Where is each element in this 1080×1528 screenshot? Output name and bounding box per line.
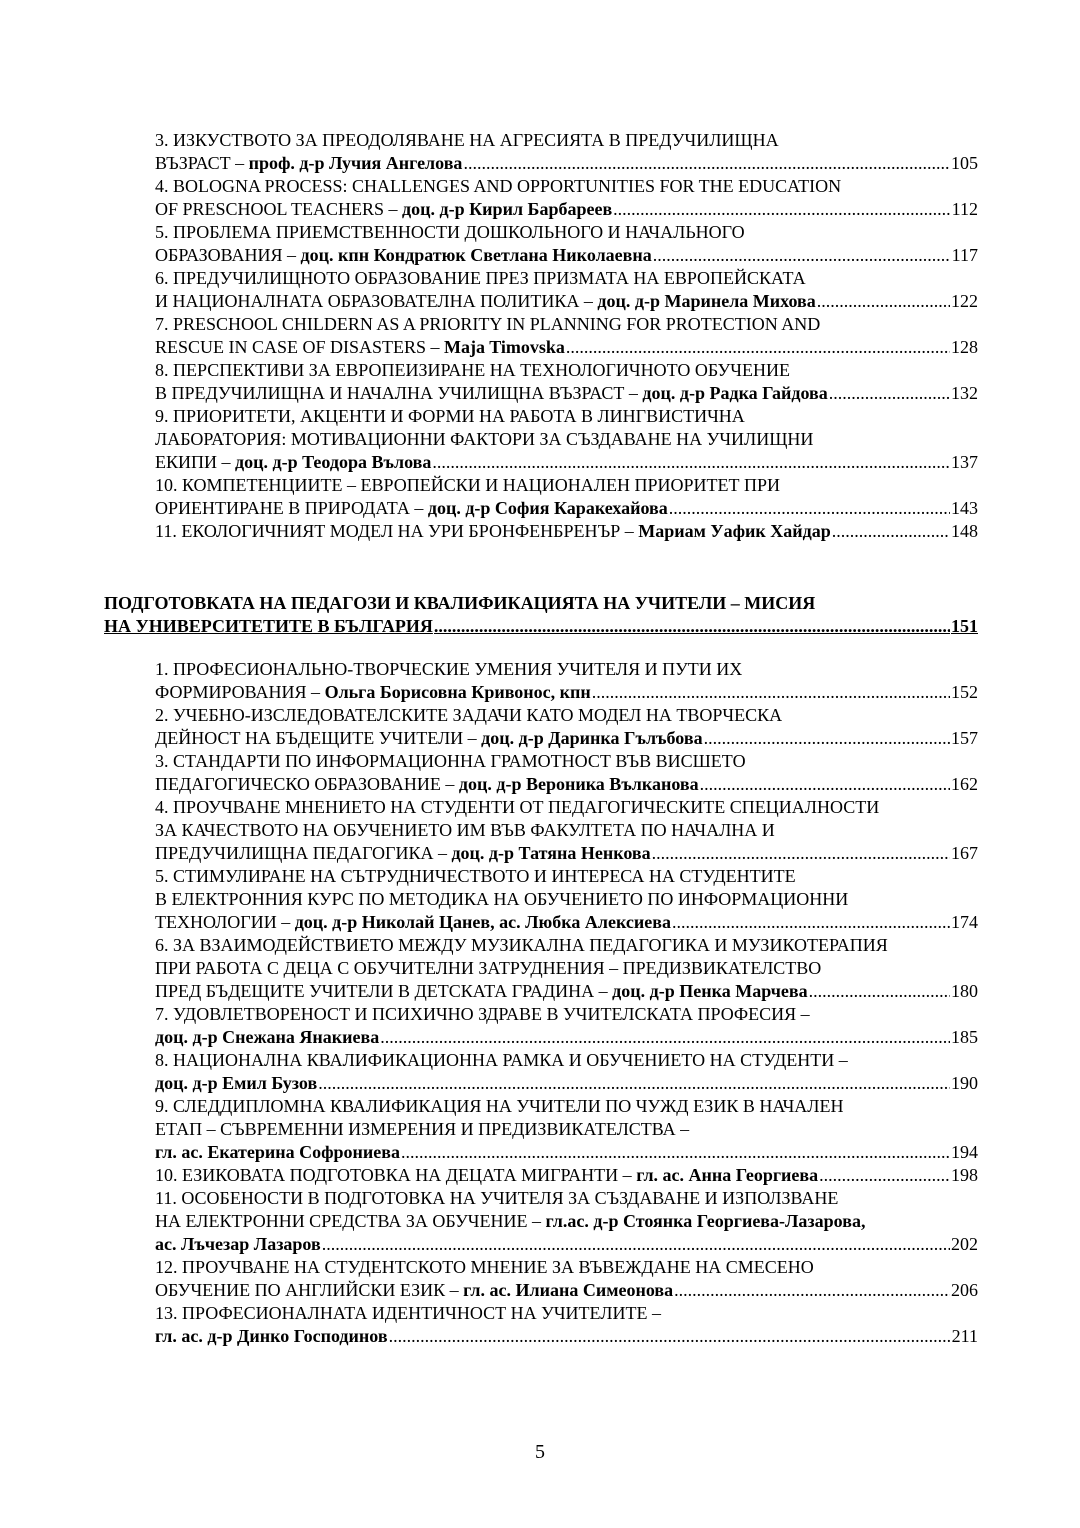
toc-entry-last-line	[155, 1026, 978, 1049]
toc-entry-author: ас. Лъчезар Лазаров	[155, 1234, 321, 1254]
toc-entry-title-text: ДЕЙНОСТ НА БЪДЕЩИТЕ УЧИТЕЛИ – доц. д-р Даринка Гълъбова	[155, 728, 703, 748]
leader-dots	[672, 911, 950, 934]
leader-dots	[832, 520, 950, 543]
toc-entry	[155, 1049, 978, 1095]
toc-entry	[155, 405, 978, 474]
toc-entry-page-number: 122	[951, 291, 978, 311]
toc-entry-title-text: ВЪЗРАСТ – проф. д-р Лучия Ангелова	[155, 153, 463, 173]
toc-entry-page-number: 174	[951, 912, 978, 932]
toc-entry-title-line: ЗА КАЧЕСТВОТО НА ОБУЧЕНИЕТО ИМ ВЪВ ФАКУЛТЕТА ПО НАЧАЛНА И	[155, 820, 775, 840]
toc-entry-title-line: 3. СТАНДАРТИ ПО ИНФОРМАЦИОННА ГРАМОТНОСТ ВЪВ ВИСШЕТО	[155, 751, 746, 771]
leader-dots	[432, 451, 950, 474]
toc-entry-title-text: OF PRESCHOOL TEACHERS – доц. д-р Кирил Барбареев	[155, 199, 613, 219]
toc-entry	[155, 796, 978, 865]
toc-entry-last-line	[155, 773, 978, 796]
leader-dots	[704, 727, 950, 750]
toc-entry-last-line	[155, 1164, 978, 1187]
toc-entry-title-line: 4. ПРОУЧВАНЕ МНЕНИЕТО НА СТУДЕНТИ ОТ ПЕДАГОГИЧЕСКИТЕ СПЕЦИАЛНОСТИ	[155, 797, 880, 817]
toc-entry-last-line	[155, 1141, 978, 1164]
toc-list-part1	[155, 129, 978, 543]
leader-dots	[613, 198, 950, 221]
toc-entry-title-line: 13. ПРОФЕСИОНАЛНАТА ИДЕНТИЧНОСТ НА УЧИТЕЛИТЕ –	[155, 1303, 661, 1323]
toc-entry	[155, 658, 978, 704]
leader-dots	[463, 152, 950, 175]
toc-entry	[155, 1187, 978, 1256]
toc-entry-page-number: 117	[951, 245, 978, 265]
toc-entry-title-line	[155, 1210, 978, 1233]
leader-dots	[389, 1325, 951, 1348]
toc-entry-last-line	[155, 198, 978, 221]
toc-entry-page-number: 211	[951, 1326, 978, 1346]
toc-entry-last-line	[155, 336, 978, 359]
toc-entry-author: доц. д-р Снежана Янакиева	[155, 1027, 380, 1047]
toc-entry-title-text: ЕКИПИ – доц. д-р Теодора Вълова	[155, 452, 432, 472]
toc-entry-title-line: 9. СЛЕДДИПЛОМНА КВАЛИФИКАЦИЯ НА УЧИТЕЛИ ПО ЧУЖД ЕЗИК В НАЧАЛЕН	[155, 1096, 844, 1116]
toc-entry-title-line: 12. ПРОУЧВАНЕ НА СТУДЕНТСКОТО МНЕНИЕ ЗА ВЪВЕЖДАНЕ НА СМЕСЕНО	[155, 1257, 814, 1277]
toc-entry-title-line: ПРИ РАБОТА С ДЕЦА С ОБУЧИТЕЛНИ ЗАТРУДНЕНИЯ – ПРЕДИЗВИКАТЕЛСТВО	[155, 958, 822, 978]
toc-entry-title-text: В ПРЕДУЧИЛИЩНА И НАЧАЛНА УЧИЛИЩНА ВЪЗРАСТ – доц. д-р Радка Гайдова	[155, 383, 828, 403]
toc-entry-author: гл. ас. Илиана Симеонова	[463, 1280, 674, 1300]
toc-entry	[155, 1302, 978, 1348]
toc-entry	[155, 750, 978, 796]
toc-entry-title-text	[155, 1141, 400, 1164]
leader-dots	[829, 382, 950, 405]
toc-entry-title-text	[155, 1072, 317, 1095]
toc-entry-last-line	[155, 1072, 978, 1095]
toc-entry	[155, 520, 978, 543]
toc-entry-title-text: ПЕДАГОГИЧЕСКО ОБРАЗОВАНИЕ – доц. д-р Вероника Вълканова	[155, 774, 699, 794]
toc-entry	[155, 221, 978, 267]
toc-entry-title-line: 10. КОМПЕТЕНЦИИТЕ – ЕВРОПЕЙСКИ И НАЦИОНАЛЕН ПРИОРИТЕТ ПРИ	[155, 475, 780, 495]
toc-entry-title-text: 11. ЕКОЛОГИЧНИЯТ МОДЕЛ НА УРИ БРОНФЕНБРЕНЪР – Мариам Уафик Хайдар	[155, 521, 831, 541]
toc-entry-title-line: 9. ПРИОРИТЕТИ, АКЦЕНТИ И ФОРМИ НА РАБОТА В ЛИНГВИСТИЧНА	[155, 406, 745, 426]
toc-entry-author: доц. д-р София Каракехайова	[427, 498, 668, 518]
toc-entry	[155, 704, 978, 750]
toc-entry	[155, 175, 978, 221]
toc-entry-title-line: 6. ПРЕДУЧИЛИЩНОТО ОБРАЗОВАНИЕ ПРЕЗ ПРИЗМАТА НА ЕВРОПЕЙСКАТА	[155, 268, 806, 288]
toc-entry-last-line	[155, 520, 978, 543]
toc-entry-page-number: 157	[951, 728, 978, 748]
toc-entry-author: доц. д-р Маринела Михова	[597, 291, 816, 311]
toc-entry-author: доц. кпн Кондратюк Светлана Николаевна	[300, 245, 652, 265]
toc-entry-title-line: 6. ЗА ВЗАИМОДЕЙСТВИЕТО МЕЖДУ МУЗИКАЛНА ПЕДАГОГИКА И МУЗИКОТЕРАПИЯ	[155, 935, 888, 955]
toc-entry-title-line: 8. НАЦИОНАЛНА КВАЛИФИКАЦИОННА РАМКА И ОБУЧЕНИЕТО НА СТУДЕНТИ –	[155, 1050, 848, 1070]
toc-entry-title-line: 5. СТИМУЛИРАНЕ НА СЪТРУДНИЧЕСТВОТО И ИНТЕРЕСА НА СТУДЕНТИТЕ	[155, 866, 796, 886]
leader-dots	[566, 336, 950, 359]
toc-entry-title-text: RESCUE IN CASE OF DISASTERS – Maja Timovska	[155, 337, 565, 357]
toc-entry-page-number: 206	[951, 1280, 978, 1300]
toc-entry-title-line: 7. УДОВЛЕТВОРЕНОСТ И ПСИХИЧНО ЗДРАВЕ В УЧИТЕЛСКАТА ПРОФЕСИЯ –	[155, 1004, 810, 1024]
toc-entry-page-number: 180	[951, 981, 978, 1001]
toc-entry-page-number: 137	[951, 452, 978, 472]
toc-entry-title-text: НА ЕЛЕКТРОННИ СРЕДСТВА ЗА ОБУЧЕНИЕ –	[155, 1211, 546, 1231]
toc-entry-author: гл. ас. Екатерина Софрониева	[155, 1142, 400, 1162]
toc-entry-author: доц. д-р Радка Гайдова	[642, 383, 828, 403]
toc-entry	[155, 474, 978, 520]
leader-dots	[819, 1164, 950, 1187]
toc-entry-page-number: 190	[951, 1073, 978, 1093]
toc-entry-author: гл.ас. д-р Стоянка Георгиева-Лазарова,	[545, 1211, 866, 1231]
toc-list-part2	[155, 658, 978, 1348]
toc-entry-title-line: 11. ОСОБЕНОСТИ В ПОДГОТОВКА НА УЧИТЕЛЯ ЗА СЪЗДАВАНЕ И ИЗПОЛЗВАНЕ	[155, 1188, 839, 1208]
toc-entry	[155, 934, 978, 1003]
toc-entry-last-line	[155, 244, 978, 267]
leader-dots	[700, 773, 950, 796]
toc-entry	[155, 359, 978, 405]
toc-entry	[155, 129, 978, 175]
toc-entry-title-text: ПРЕДУЧИЛИЩНА ПЕДАГОГИКА – доц. д-р Татяна Ненкова	[155, 843, 651, 863]
toc-entry-last-line	[155, 451, 978, 474]
toc-entry-page-number: 152	[951, 682, 978, 702]
page-number: 5	[535, 1441, 545, 1463]
toc-entry-title-line: ЛАБОРАТОРИЯ: МОТИВАЦИОННИ ФАКТОРИ ЗА СЪЗДАВАНЕ НА УЧИЛИЩНИ	[155, 429, 814, 449]
toc-entry-last-line	[155, 1279, 978, 1302]
toc-entry	[155, 313, 978, 359]
toc-entry-page-number: 105	[951, 153, 978, 173]
leader-dots	[401, 1141, 950, 1164]
section-heading-line2	[104, 615, 978, 638]
toc-entry-last-line	[155, 1325, 978, 1348]
toc-entry-page-number: 198	[951, 1165, 978, 1185]
leader-dots	[652, 842, 950, 865]
toc-entry-author: гл. ас. д-р Динко Господинов	[155, 1326, 388, 1346]
toc-entry-title-line: ЕТАП – СЪВРЕМЕННИ ИЗМЕРЕНИЯ И ПРЕДИЗВИКАТЕЛСТВА –	[155, 1119, 690, 1139]
leader-dots	[674, 1279, 950, 1302]
toc-entry-author: Ольга Борисовна Кривонос, кпн	[324, 682, 591, 702]
leader-dots	[322, 1233, 950, 1256]
toc-entry	[155, 1003, 978, 1049]
toc-entry-last-line	[155, 681, 978, 704]
section-heading-text: НА УНИВЕРСИТЕТИТЕ В БЪЛГАРИЯ	[104, 616, 433, 636]
toc-entry-title-text: ОБРАЗОВАНИЯ – доц. кпн Кондратюк Светлана Николаевна	[155, 245, 652, 265]
toc-entry-author: доц. д-р Даринка Гълъбова	[481, 728, 703, 748]
leader-dots	[434, 615, 950, 638]
section-heading-line1: ПОДГОТОВКАТА НА ПЕДАГОЗИ И КВАЛИФИКАЦИЯТА НА УЧИТЕЛИ – МИСИЯ	[104, 593, 816, 613]
toc-entry-title-text	[155, 1325, 388, 1348]
toc-entry-title-line: 2. УЧЕБНО-ИЗСЛЕДОВАТЕЛСКИТЕ ЗАДАЧИ КАТО МОДЕЛ НА ТВОРЧЕСКА	[155, 705, 783, 725]
leader-dots	[809, 980, 950, 1003]
toc-entry-author: Maja Timovska	[444, 337, 565, 357]
leader-dots	[318, 1072, 950, 1095]
toc-entry-last-line	[155, 1233, 978, 1256]
toc-entry-author: доц. д-р Вероника Вълканова	[458, 774, 699, 794]
toc-entry-author: доц. д-р Пенка Марчева	[612, 981, 808, 1001]
toc-entry-title-line: 1. ПРОФЕСИОНАЛЬНО-ТВОРЧЕСКИЕ УМЕНИЯ УЧИТЕЛЯ И ПУТИ ИХ	[155, 659, 743, 679]
section-heading	[104, 592, 978, 638]
toc-entry-title-text: ТЕХНОЛОГИИ – доц. д-р Николай Цанев, ас. Любка Алексиева	[155, 912, 671, 932]
toc-entry-page-number: 185	[951, 1027, 978, 1047]
toc-entry-title-text: И НАЦИОНАЛНАТА ОБРАЗОВАТЕЛНА ПОЛИТИКА – доц. д-р Маринела Михова	[155, 291, 816, 311]
toc-entry-title-text: ПРЕД БЪДЕЩИТЕ УЧИТЕЛИ В ДЕТСКАТА ГРАДИНА – доц. д-р Пенка Марчева	[155, 981, 808, 1001]
toc-entry-page-number: 167	[951, 843, 978, 863]
leader-dots	[653, 244, 951, 267]
toc-entry-last-line	[155, 842, 978, 865]
toc-entry-last-line	[155, 152, 978, 175]
toc-entry	[155, 1164, 978, 1187]
toc-entry-title-text: ОРИЕНТИРАНЕ В ПРИРОДАТА – доц. д-р София Каракехайова	[155, 498, 668, 518]
toc-entry-title-text: 10. ЕЗИКОВАТА ПОДГОТОВКА НА ДЕЦАТА МИГРАНТИ – гл. ас. Анна Георгиева	[155, 1165, 819, 1185]
toc-entry-title-line: 5. ПРОБЛЕМА ПРИЕМСТВЕННОСТИ ДОШКОЛЬНОГО И НАЧАЛЬНОГО	[155, 222, 745, 242]
toc-entry-last-line	[155, 911, 978, 934]
toc-entry-author: доц. д-р Татяна Ненкова	[451, 843, 651, 863]
toc-entry-page-number: 132	[951, 383, 978, 403]
toc-entry-title-line: 4. BOLOGNA PROCESS: CHALLENGES AND OPPORTUNITIES FOR THE EDUCATION	[155, 176, 842, 196]
leader-dots	[669, 497, 950, 520]
toc-entry-author: доц. д-р Кирил Барбареев	[402, 199, 613, 219]
toc-entry-author: гл. ас. Анна Георгиева	[636, 1165, 819, 1185]
toc-entry-title-line: 8. ПЕРСПЕКТИВИ ЗА ЕВРОПЕИЗИРАНЕ НА ТЕХНОЛОГИЧНОТО ОБУЧЕНИЕ	[155, 360, 790, 380]
leader-dots	[817, 290, 950, 313]
leader-dots	[592, 681, 950, 704]
toc-entry-title-text: ОБУЧЕНИЕ ПО АНГЛИЙСКИ ЕЗИК – гл. ас. Илиана Симеонова	[155, 1280, 674, 1300]
toc-entry-title-text	[155, 1026, 379, 1049]
toc-entry-title-line: В ЕЛЕКТРОННИЯ КУРС ПО МЕТОДИКА НА ОБУЧЕНИЕТО ПО ИНФОРМАЦИОННИ	[155, 889, 849, 909]
toc-entry-page-number: 112	[951, 199, 978, 219]
toc-entry-last-line	[155, 497, 978, 520]
toc-entry-last-line	[155, 727, 978, 750]
toc-entry-page-number: 202	[951, 1234, 978, 1254]
toc-entry-author: проф. д-р Лучия Ангелова	[248, 153, 463, 173]
toc-entry-author: доц. д-р Николай Цанев, ас. Любка Алексиева	[294, 912, 671, 932]
toc-entry-last-line	[155, 980, 978, 1003]
toc-entry-page-number: 143	[951, 498, 978, 518]
toc-entry-page-number: 194	[951, 1142, 978, 1162]
toc-entry-title-line: 3. ИЗКУСТВОТО ЗА ПРЕОДОЛЯВАНЕ НА АГРЕСИЯТА В ПРЕДУЧИЛИЩНА	[155, 130, 779, 150]
toc-entry	[155, 865, 978, 934]
toc-entry-page-number: 162	[951, 774, 978, 794]
toc-entry-last-line	[155, 290, 978, 313]
toc-entry-page-number: 148	[951, 521, 978, 541]
toc-entry-title-text: ФОРМИРОВАНИЯ – Ольга Борисовна Кривонос, кпн	[155, 682, 591, 702]
toc-entry-title-line: 7. PRESCHOOL CHILDERN AS A PRIORITY IN PLANNING FOR PROTECTION AND	[155, 314, 821, 334]
toc-entry-last-line	[155, 382, 978, 405]
toc-entry-author: Мариам Уафик Хайдар	[638, 521, 831, 541]
toc-entry	[155, 1256, 978, 1302]
toc-entry	[155, 1095, 978, 1164]
section-page-number: 151	[951, 616, 978, 636]
toc-entry-author: доц. д-р Емил Бузов	[155, 1073, 318, 1093]
toc-entry	[155, 267, 978, 313]
toc-entry-page-number: 128	[951, 337, 978, 357]
toc-entry-author: доц. д-р Теодора Вълова	[235, 452, 432, 472]
toc-entry-title-text	[155, 1233, 321, 1256]
leader-dots	[380, 1026, 950, 1049]
